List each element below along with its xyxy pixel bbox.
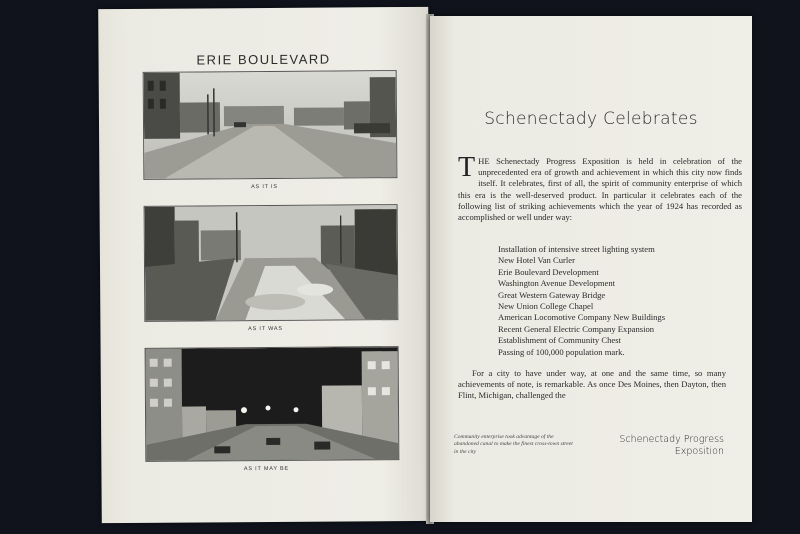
list-item: New Hotel Van Curler <box>498 255 575 266</box>
list-item: Washington Avenue Development <box>498 278 616 289</box>
achievement-list <box>498 244 738 358</box>
caption-as-it-was: AS IT WAS <box>248 325 283 333</box>
list-item: American Locomotive Company New Buildings <box>498 312 666 323</box>
left-page <box>98 7 432 523</box>
photo-as-it-was <box>144 204 399 322</box>
caption-as-it-is: AS IT IS <box>251 183 278 191</box>
list-item: Recent General Electric Company Expansion <box>498 323 655 334</box>
intro-text: HE Schenectady Progress Exposition is held in celebration of the unprecedented era of growth and achievement in which this city now finds itself. It celebrates, first of all, the spirit of community enterprise of which this era is the well-deserved product. In particular it celebrates each of the following list of striking achievements which the year of 1924 has recorded as accomplished or well under way: <box>458 156 742 223</box>
list-item: Passing of 100,000 population mark. <box>498 346 625 357</box>
closing-paragraph: For a city to have under way, at one and the same time, so many achievements of note, is remarkable. As once Des Moines, then Dayton, then Flint, Michigan, challenged the <box>458 368 726 401</box>
signature <box>604 434 724 458</box>
caption-as-it-may-be: AS IT MAY BE <box>243 465 289 473</box>
photo-as-it-may-be <box>145 346 400 462</box>
list-item: Great Western Gateway Bridge <box>498 289 606 300</box>
photo-footnote: Community enterprise took advantage of the abandoned canal to make the finest cross-town street in the city <box>454 434 573 455</box>
right-page-title: Schenectady Celebrates <box>484 109 698 129</box>
list-item: Establishment of Community Chest <box>498 335 621 346</box>
drop-cap: T <box>458 152 476 183</box>
list-item: New Union College Chapel <box>498 301 594 312</box>
list-item: Installation of intensive street lighting system <box>498 244 655 254</box>
list-item: Erie Boulevard Development <box>498 266 599 277</box>
intro-paragraph <box>458 152 742 223</box>
right-page <box>430 16 752 522</box>
signature-line-2: Exposition <box>674 446 724 457</box>
photo-as-it-is <box>143 70 398 180</box>
left-page-title: ERIE BOULEVARD <box>196 51 331 68</box>
signature-line-1: Schenectady Progress <box>619 434 724 445</box>
